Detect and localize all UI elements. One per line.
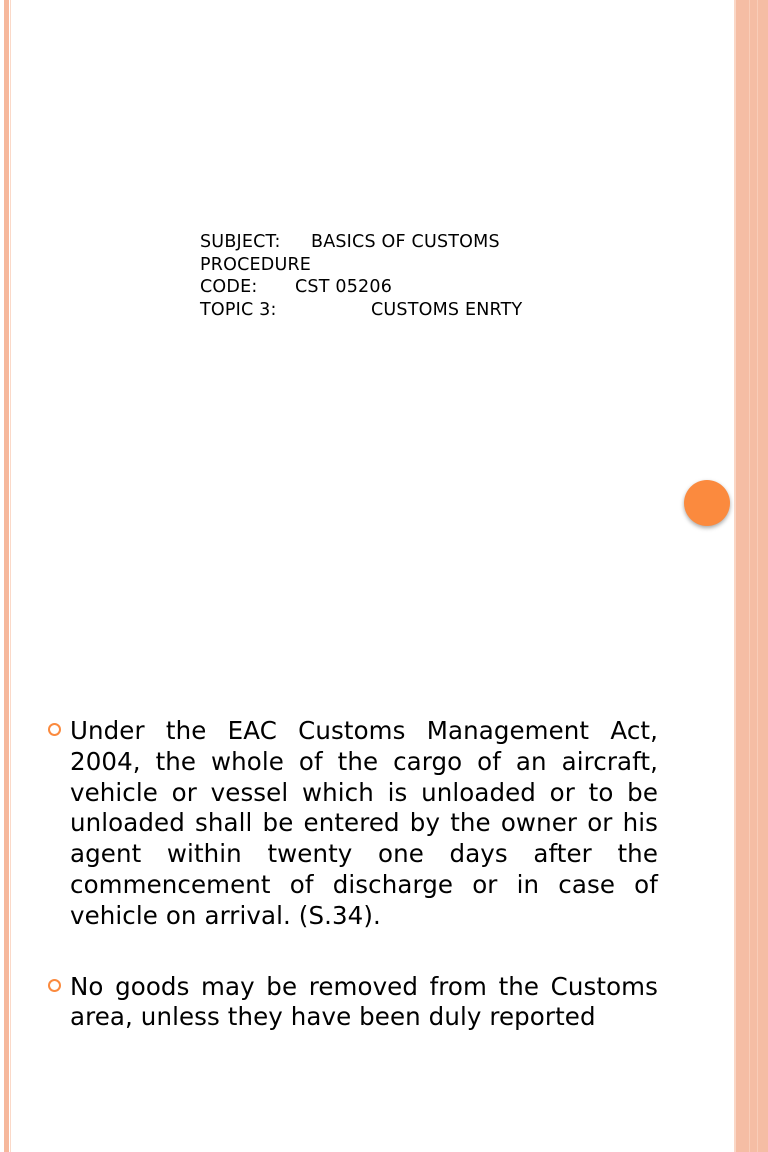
bullet-text: No goods may be removed from the Customs area, unless they have been duly reported [70,971,658,1032]
left-border-line [10,576,11,1152]
left-border-line [10,0,11,576]
right-border-band [736,0,768,576]
right-border-line [749,0,750,576]
right-border-line [757,576,758,1152]
bullet-text: Under the EAC Customs Management Act, 2004, the whole of the cargo of an aircraft, vehicle or vessel which is unloaded or to be unloaded shall be entered by the owner or his agent within twenty one days after the commencement of discharge or in case of vehicle on arrival. (S.34). [70,716,658,930]
circle-bullet-icon [48,723,61,736]
list-item [48,716,658,932]
content-slide [0,576,768,1152]
left-border-stripe [4,0,9,576]
slide-title-block [200,231,660,321]
right-border-line [757,0,758,576]
right-border-band [736,576,768,1152]
title-line-subject-cont: PROCEDURE [200,254,312,275]
orange-circle-decoration [684,480,730,526]
title-line-code: CODE: CST 05206 [200,277,393,298]
title-line-topic: TOPIC 3: CUSTOMS ENRTY [200,299,523,320]
left-border-stripe [4,576,9,1152]
title-line-subject: SUBJECT: BASICS OF CUSTOMS [200,232,500,252]
right-border-line [749,576,750,1152]
bullet-list [48,716,658,1073]
circle-bullet-icon [48,979,61,992]
